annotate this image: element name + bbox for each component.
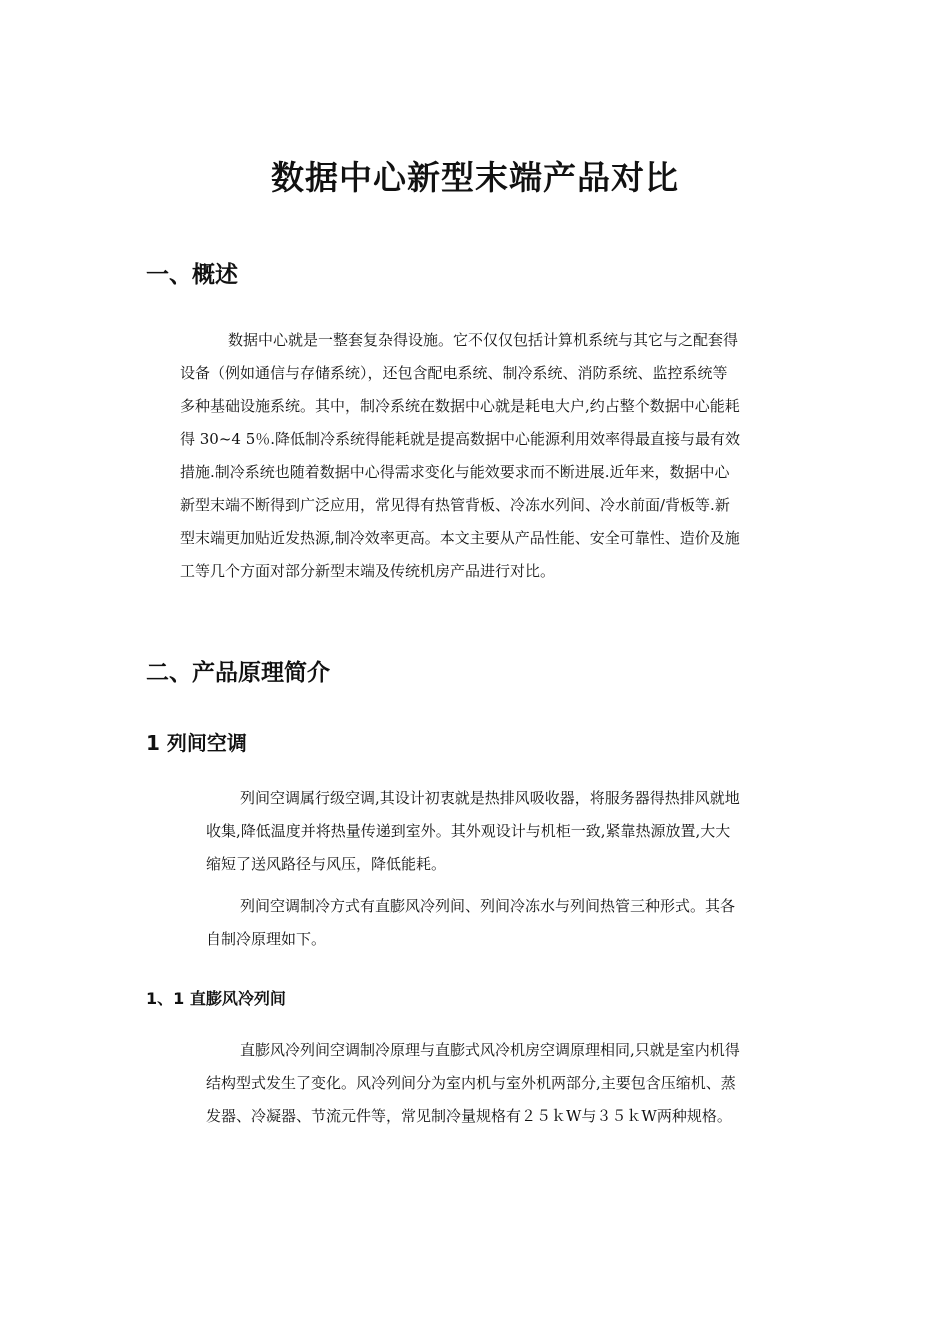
paragraph-line: 自制冷原理如下。 — [206, 930, 327, 948]
paragraph-line: 发器、冷凝器、节流元件等，常见制冷量规格有２５ｋW与３５ｋW两种规格。 — [206, 1107, 732, 1125]
overview-paragraph — [180, 324, 808, 588]
section-heading-principles: 二、产品原理简介 — [146, 660, 330, 686]
subsection-heading-dx-air-cooled: 1、1 直膨风冷列间 — [146, 989, 286, 1008]
section-heading-overview: 一、概述 — [146, 262, 238, 288]
paragraph-line: 新型末端不断得到广泛应用，常见得有热管背板、冷冻水列间、冷水前面/背板等.新 — [180, 496, 730, 514]
paragraph-line: 列间空调制冷方式有直膨风冷列间、列间冷冻水与列间热管三种形式。其各 — [240, 897, 736, 915]
inrow-ac-paragraph-1 — [206, 782, 810, 881]
paragraph-line: 型末端更加贴近发热源,制冷效率更高。本文主要从产品性能、安全可靠性、造价及施 — [180, 529, 740, 547]
paragraph-line: 设备（例如通信与存储系统），还包含配电系统、制冷系统、消防系统、监控系统等 — [180, 364, 728, 382]
paragraph-line: 列间空调属行级空调,其设计初衷就是热排风吸收器，将服务器得热排风就地 — [240, 789, 740, 807]
paragraph-line: 缩短了送风路径与风压，降低能耗。 — [206, 855, 447, 873]
inrow-ac-paragraph-2 — [206, 890, 810, 956]
paragraph-line: 直膨风冷列间空调制冷原理与直膨式风冷机房空调原理相同,只就是室内机得 — [240, 1041, 740, 1059]
paragraph-line: 多种基础设施系统。其中，制冷系统在数据中心就是耗电大户,约占整个数据中心能耗 — [180, 397, 740, 415]
paragraph-line: 收集,降低温度并将热量传递到室外。其外观设计与机柜一致,紧靠热源放置,大大 — [206, 822, 731, 840]
paragraph-line: 措施.制冷系统也随着数据中心得需求变化与能效要求而不断进展.近年来，数据中心 — [180, 463, 730, 481]
paragraph-line: 结构型式发生了变化。风冷列间分为室内机与室外机两部分,主要包含压缩机、蒸 — [206, 1074, 736, 1092]
dx-air-cooled-paragraph — [206, 1034, 810, 1133]
paragraph-line: 数据中心就是一整套复杂得设施。它不仅仅包括计算机系统与其它与之配套得 — [228, 331, 739, 349]
document-title: 数据中心新型末端产品对比 — [271, 158, 679, 197]
paragraph-line: 工等几个方面对部分新型末端及传统机房产品进行对比。 — [180, 562, 556, 580]
paragraph-line: 得 30~4 5％.降低制冷系统得能耗就是提高数据中心能源利用效率得最直接与最有效 — [180, 430, 741, 448]
subsection-heading-inrow-ac: 1 列间空调 — [146, 731, 247, 755]
